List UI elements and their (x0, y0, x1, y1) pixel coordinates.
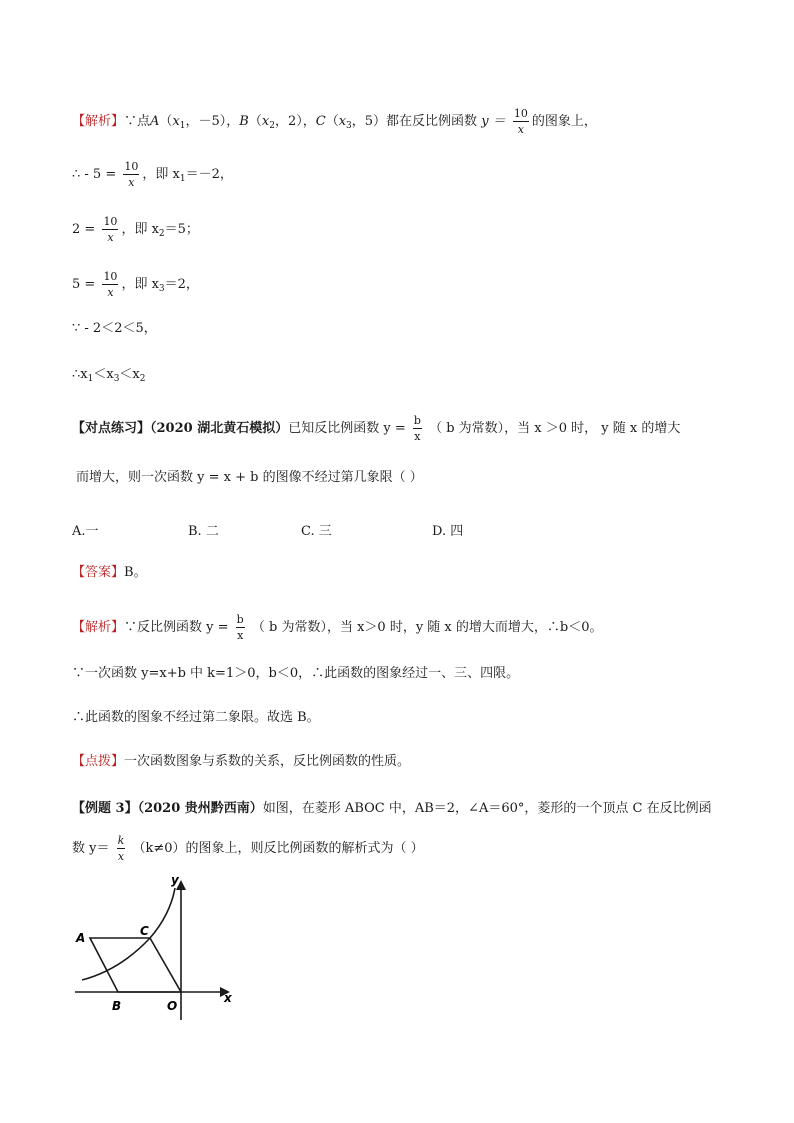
fraction-b-over-x (413, 414, 422, 443)
option-label: B. 二 (188, 524, 219, 539)
denominator: x (107, 231, 114, 244)
subscript: 3 (346, 121, 352, 131)
hyperbola-curve (82, 888, 175, 980)
text-segment: 数 y＝ (72, 841, 110, 856)
subscript: 1 (87, 374, 94, 384)
numerator: 10 (103, 270, 118, 283)
denominator: x (107, 286, 114, 299)
rhombus-hyperbola-figure (60, 870, 250, 1030)
option-c[interactable] (301, 520, 332, 539)
numerator: 10 (513, 107, 528, 120)
subscript: 2 (269, 121, 275, 131)
point-label: A (150, 114, 160, 129)
rhombus-abo-c (90, 938, 181, 992)
example-line-1 (72, 800, 712, 818)
text-segment: ，即 x (142, 167, 180, 182)
fraction-10-over-x (102, 215, 118, 244)
option-label: D. 四 (432, 524, 464, 539)
practice-source: （2020 湖北黄石模拟） (150, 421, 289, 436)
example-line-2 (72, 834, 424, 863)
subscript: 2 (158, 229, 165, 239)
var-x: x (172, 114, 180, 129)
text-segment: ＝5； (164, 222, 199, 237)
text-segment: ，－5）， (185, 114, 240, 129)
practice-question-line-2 (76, 469, 423, 487)
practice-analysis-line-2 (72, 665, 519, 683)
example-tag: 【例题 3】 (72, 801, 138, 816)
numerator: 10 (103, 215, 118, 228)
analysis-line-3 (72, 215, 199, 244)
numerator: b (236, 613, 244, 626)
analysis-line-6 (72, 366, 146, 388)
text-segment: ∵ - 2＜2＜5， (72, 321, 157, 336)
text-segment: ＝－2， (185, 167, 233, 182)
text-segment: 而增大，则一次函数 y = x + b 的图像不经过第几象限（ ） (76, 470, 423, 485)
fraction-k-over-x (117, 834, 126, 863)
tip-text: 一次函数图象与系数的关系，反比例函数的性质。 (124, 754, 411, 769)
practice-tag: 【对点练习】 (72, 421, 151, 436)
analysis-line-1 (72, 107, 597, 136)
analysis-tag: 【解析】 (72, 620, 125, 635)
fraction-b-over-x (236, 613, 245, 642)
option-d[interactable] (432, 520, 463, 539)
text-segment: （k≠0）的图象上，则反比例函数的解析式为（ ） (132, 841, 424, 856)
point-label: B (239, 114, 249, 129)
point-label: C (315, 114, 326, 129)
tip-tag: 【点拨】 (72, 754, 125, 769)
text-segment: 已知反比例函数 y = (288, 421, 406, 436)
denominator: x (414, 430, 421, 443)
text-segment: ，5）都在反比例函数 (351, 114, 478, 129)
text-segment: ∵点 (124, 114, 151, 129)
analysis-line-4 (72, 270, 199, 299)
practice-analysis-line-1 (72, 613, 602, 642)
tip-line (72, 753, 410, 771)
text-segment: ，即 x (121, 222, 159, 237)
answer-text: B。 (124, 565, 147, 580)
text-segment: （ b 为常数），当 x ＞0 时， y 随 x 的增大 (429, 421, 681, 436)
subscript: 3 (113, 374, 120, 384)
option-label: C. 三 (301, 524, 332, 539)
label-A: A (76, 931, 86, 945)
numerator: b (413, 414, 421, 427)
text-segment: ∵反比例函数 y = (124, 620, 229, 635)
text-segment: ，2）， (274, 114, 316, 129)
text-segment: （ (325, 114, 339, 129)
practice-analysis-line-3 (72, 709, 320, 727)
subscript: 1 (179, 121, 186, 131)
var-x: x (338, 114, 347, 129)
equation-lhs: y ＝ (481, 114, 506, 129)
fraction-10-over-x (123, 160, 139, 189)
label-x: x (224, 991, 232, 1005)
text-segment: 5 = (72, 277, 96, 292)
fraction-10-over-x (102, 270, 118, 299)
option-b[interactable] (188, 520, 219, 539)
answer-line (72, 564, 147, 582)
analysis-line-5 (72, 320, 157, 338)
text-segment: ，即 x (121, 277, 159, 292)
text-segment: （ (248, 114, 262, 129)
denominator: x (517, 123, 524, 136)
text-segment: ∵一次函数 y=x+b 中 k=1＞0，b＜0，∴此函数的图象经过一、三、四限。 (72, 666, 520, 681)
denominator: x (237, 629, 244, 642)
subscript: 2 (139, 374, 146, 384)
subscript: 3 (158, 284, 165, 294)
text-segment: （ b 为常数），当 x＞0 时，y 随 x 的增大而增大，∴b＜0。 (251, 620, 603, 635)
label-B: B (112, 999, 122, 1013)
var-x: x (261, 114, 270, 129)
text-segment: ＜x (119, 367, 140, 382)
label-y: y (171, 873, 179, 887)
text-segment: ∴此函数的图象不经过第二象限。故选 B。 (72, 710, 320, 725)
numerator: 10 (124, 160, 139, 173)
analysis-tag: 【解析】 (72, 114, 125, 129)
denominator: x (128, 176, 135, 189)
text-segment: ∴ - 5 = (72, 167, 117, 182)
label-C: C (140, 924, 149, 938)
option-a[interactable] (72, 520, 99, 539)
text-segment: 的图象上， (531, 114, 597, 129)
option-label: A.一 (72, 524, 99, 539)
denominator: x (117, 850, 125, 863)
text-segment: ∴x (72, 367, 88, 382)
text-segment: ＜x (93, 367, 114, 382)
answer-tag: 【答案】 (72, 565, 125, 580)
subscript: 1 (179, 174, 186, 184)
text-segment: （ (159, 114, 173, 129)
text-segment: 2 = (72, 222, 96, 237)
analysis-line-2 (72, 160, 233, 189)
label-O: O (167, 999, 178, 1013)
example-source: （2020 贵州黔西南） (137, 801, 263, 816)
text-segment: ＝2， (164, 277, 199, 292)
fraction-10-over-x (513, 107, 529, 136)
numerator: k (117, 834, 125, 847)
text-segment: 如图，在菱形 ABOC 中，AB＝2，∠A＝60°，菱形的一个顶点 C 在反比例函 (262, 801, 712, 816)
practice-question-line-1 (72, 414, 680, 443)
